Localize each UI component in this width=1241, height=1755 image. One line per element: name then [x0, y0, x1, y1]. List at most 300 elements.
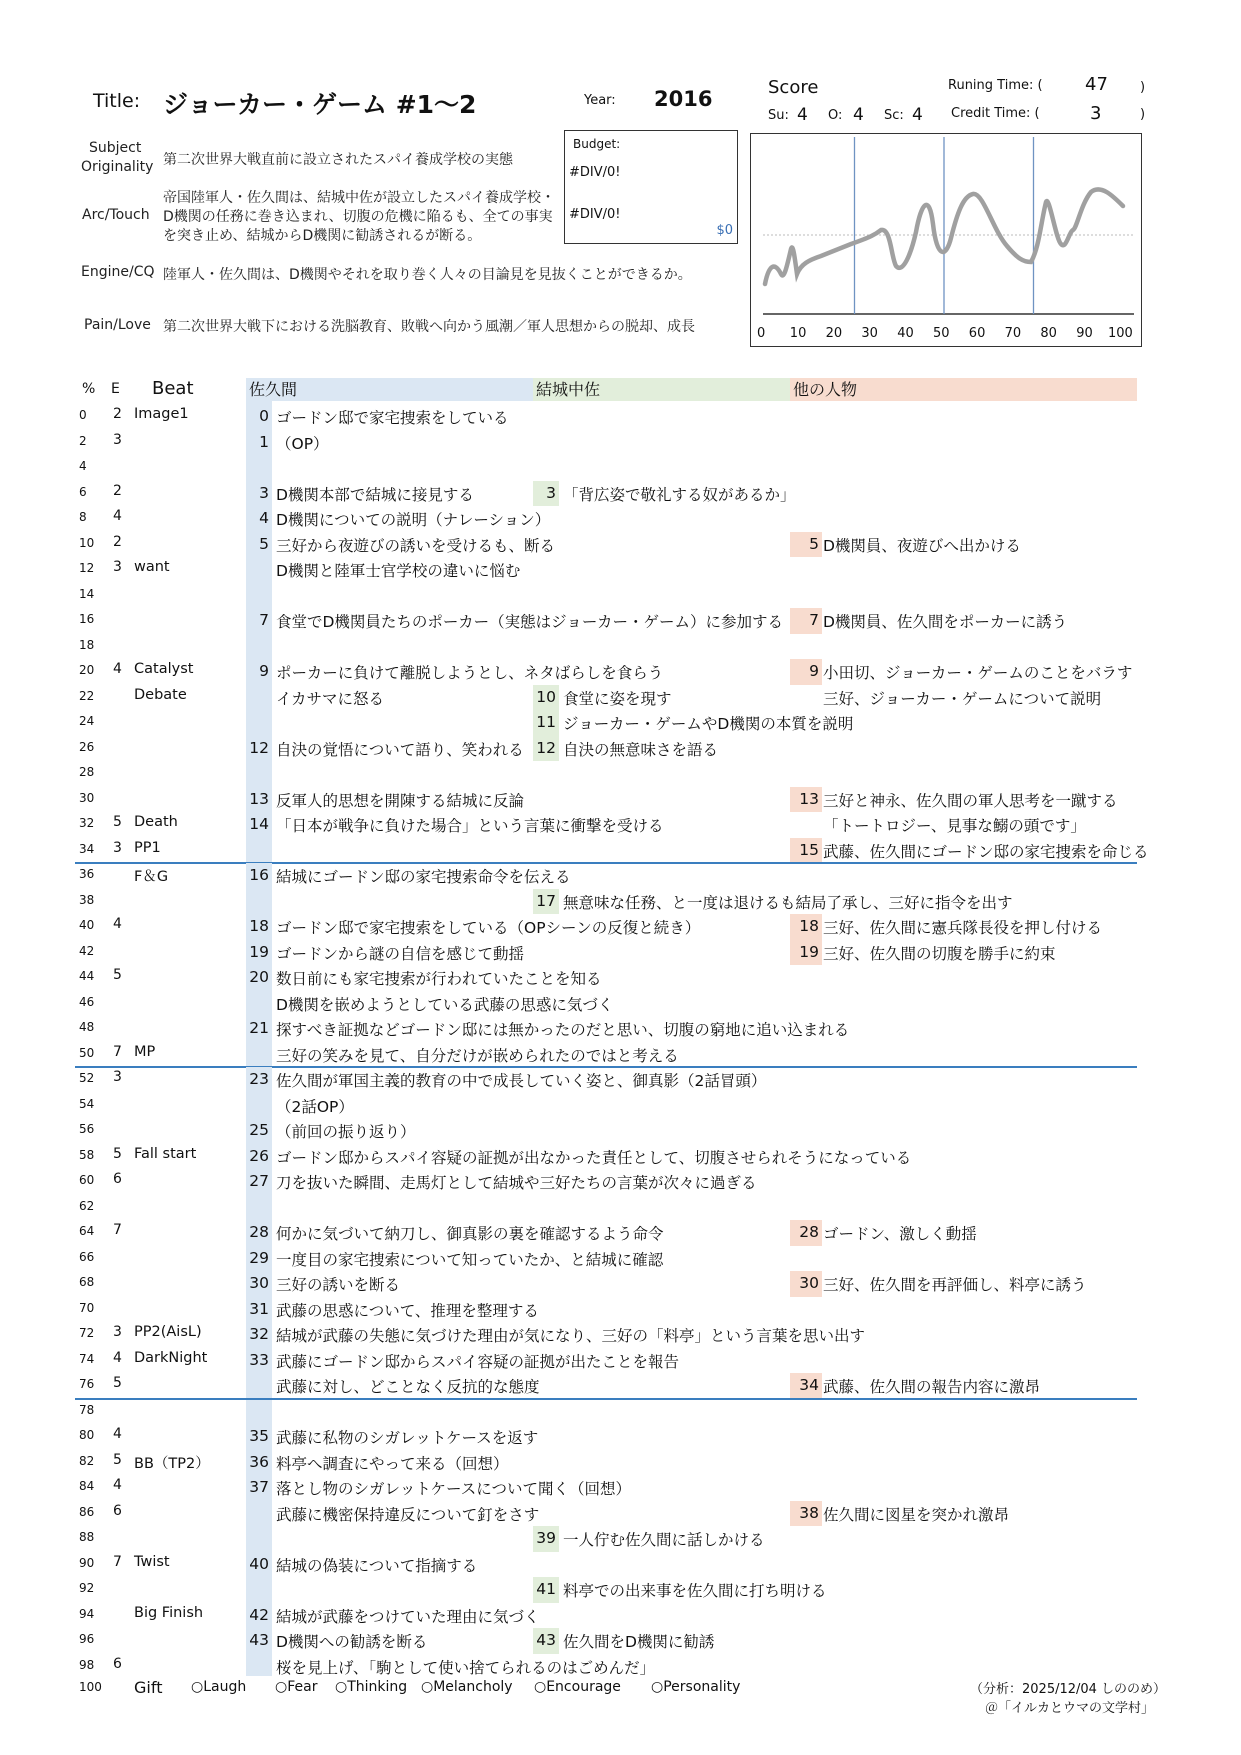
col-e: E: [111, 381, 120, 397]
year-label: Year:: [584, 93, 616, 108]
row-e-score: 3: [113, 559, 122, 575]
yuki-scene-text: 佐久間をD機関に勧誘: [563, 1633, 715, 1651]
credit-time-label: Credit Time: (: [951, 106, 1040, 121]
sakuma-scene-number: 9: [246, 659, 272, 685]
graph-tick-label: 60: [968, 326, 986, 341]
row-percent: 64: [79, 1224, 95, 1238]
sakuma-scene-text: 自決の覚悟について語り、笑われる: [276, 740, 524, 759]
sakuma-scene-number: 7: [246, 608, 272, 634]
others-scene-number: 30: [790, 1271, 822, 1297]
gift-option[interactable]: ○Encourage: [534, 1679, 621, 1695]
row-percent: 80: [79, 1428, 95, 1442]
row-beat-name: Debate: [134, 686, 187, 703]
row-percent: 96: [79, 1632, 95, 1646]
sc-value: 4: [912, 105, 923, 125]
sakuma-scene-text: 反軍人的思想を開陳する結城に反論: [276, 791, 525, 810]
sakuma-scene-number: 37: [246, 1475, 272, 1501]
row-percent: 0: [79, 408, 87, 422]
row-e-score: 4: [113, 916, 122, 932]
row-percent: 8: [79, 510, 87, 524]
table-row: [0, 736, 1241, 762]
sakuma-scene-text: 料亭へ調査にやって来る（回想）: [276, 1454, 509, 1473]
sakuma-scene-number: 13: [246, 787, 272, 813]
table-row: [0, 1195, 1241, 1221]
row-percent: 2: [79, 433, 87, 448]
budget-value-1: #DIV/0!: [569, 165, 621, 180]
table-row: [0, 481, 1241, 507]
others-scene-text: D機関員、佐久間をポーカーに誘う: [823, 613, 1068, 631]
sakuma-scene-number: 36: [246, 1450, 272, 1476]
row-beat-name: Image1: [134, 406, 189, 422]
page-title: ジョーカー・ゲーム #1～2: [163, 90, 477, 119]
row-percent: 6: [79, 484, 87, 499]
row-percent: 46: [79, 994, 95, 1009]
tension-graph: [750, 133, 1142, 347]
sakuma-scene-text: ゴードン邸で家宅捜索をしている（OPシーンの反復と続き）: [276, 919, 701, 937]
table-row: [0, 583, 1241, 609]
arc-text-1: 帝国陸軍人・佐久間は、結城中佐が設立したスパイ養成学校・: [163, 190, 555, 206]
table-row: [0, 1246, 1241, 1272]
sakuma-scene-number: 32: [246, 1322, 272, 1348]
row-beat-name: MP: [134, 1043, 156, 1060]
row-percent: 42: [79, 943, 95, 958]
row-percent: 72: [79, 1326, 95, 1340]
sakuma-scene-number: 31: [246, 1297, 272, 1323]
others-scene-text: 三好、ジョーカー・ゲームについて説明: [823, 689, 1102, 708]
table-row: [0, 1628, 1241, 1654]
sakuma-scene-text: （前回の振り返り）: [276, 1123, 416, 1141]
sakuma-scene-text: （2話OP）: [276, 1097, 354, 1116]
row-e-score: 4: [113, 508, 122, 524]
pain-label: Pain/Love: [84, 317, 151, 333]
table-row: [0, 1297, 1241, 1323]
sakuma-scene-number: 14: [246, 812, 272, 838]
sakuma-scene-text: D機関についての説明（ナレーション）: [276, 511, 551, 529]
row-e-score: 5: [113, 1451, 122, 1468]
table-row: [0, 787, 1241, 813]
row-percent: 26: [79, 739, 95, 754]
yuki-scene-number: 12: [533, 736, 559, 762]
yuki-scene-text: ジョーカー・ゲームやD機関の本質を説明: [563, 715, 854, 733]
row-percent: 14: [79, 586, 95, 601]
arc-text-2: D機関の任務に巻き込まれ、切腹の危機に陥るも、全ての事実: [163, 209, 553, 225]
graph-tick-label: 80: [1040, 326, 1057, 341]
originality-label: Originality: [81, 159, 154, 175]
others-scene-text: 小田切、ジョーカー・ゲームのことをバラす: [823, 664, 1133, 682]
credit-time-close: ): [1140, 107, 1146, 122]
credit-line-2: ＠「イルカとウマの文学村」: [985, 1701, 1155, 1716]
row-percent: 32: [79, 816, 95, 830]
sakuma-scene-text: 結城の偽装について指摘する: [276, 1556, 478, 1575]
row-percent: 24: [79, 714, 95, 728]
sakuma-scene-text: 武藤に機密保持違反について釘をさす: [276, 1505, 540, 1524]
sakuma-scene-number: 20: [246, 965, 272, 991]
yuki-scene-text: 無意味な任務、と一度は退けるも結局了承し、三好に指令を出す: [563, 893, 1013, 912]
yuki-scene-number: 39: [533, 1526, 559, 1552]
table-row: [0, 1526, 1241, 1552]
others-scene-text: 佐久間に図星を突かれ激昂: [823, 1505, 1010, 1524]
row-percent: 54: [79, 1096, 95, 1111]
others-scene-number: 38: [790, 1501, 822, 1527]
su-value: 4: [797, 105, 808, 125]
row-percent: 22: [79, 688, 95, 703]
table-row: [0, 430, 1241, 456]
sakuma-scene-text: 武藤に対し、どことなく反抗的な態度: [276, 1378, 540, 1396]
sakuma-scene-text: ゴードン邸で家宅捜索をしている: [276, 409, 509, 427]
row-percent: 30: [79, 790, 95, 805]
sakuma-scene-text: D機関本部で結城に接見する: [276, 485, 474, 504]
row-percent: 82: [79, 1453, 95, 1468]
sakuma-scene-text: 探すべき証拠などゴードン邸には無かったのだと思い、切腹の窮地に追い込まれる: [276, 1021, 850, 1039]
row-e-score: 4: [113, 661, 122, 677]
sakuma-scene-number: 0: [246, 404, 272, 430]
others-scene-number: 13: [790, 787, 822, 813]
credit-line-1: （分析：2025/12/04 しののめ）: [970, 1682, 1167, 1697]
tension-graph-svg: [751, 134, 1141, 346]
sakuma-scene-text: 刀を抜いた瞬間、走馬灯として結城や三好たちの言葉が次々に過ぎる: [276, 1174, 757, 1192]
su-label: Su:: [768, 108, 789, 123]
graph-tick-label: 20: [825, 326, 843, 341]
row-e-score: 4: [113, 1477, 122, 1493]
row-percent: 74: [79, 1351, 95, 1366]
title-label: Title:: [93, 90, 141, 112]
row-percent: 16: [79, 612, 95, 626]
sakuma-scene-text: 桜を見上げ、「駒として使い捨てられるのはごめんだ」: [276, 1658, 656, 1677]
footer-pct: 100: [79, 1680, 102, 1694]
yuki-scene-number: 41: [533, 1577, 559, 1603]
table-row: [0, 1067, 1241, 1093]
sakuma-scene-text: 武藤にゴードン邸からスパイ容疑の証拠が出たことを報告: [276, 1352, 680, 1371]
graph-tick-label: 40: [897, 326, 914, 341]
score-label: Score: [768, 77, 819, 98]
table-row: [0, 1348, 1241, 1374]
row-percent: 28: [79, 765, 95, 779]
others-scene-number: 9: [790, 659, 822, 685]
subject-label: Subject: [89, 140, 142, 156]
row-e-score: 4: [113, 1349, 122, 1366]
table-row: [0, 889, 1241, 915]
sakuma-scene-text: D機関を嵌めようとしている武藤の思惑に気づく: [276, 995, 614, 1014]
table-row: [0, 965, 1241, 991]
table-row: [0, 1016, 1241, 1042]
row-beat-name: DarkNight: [134, 1349, 208, 1366]
table-row: [0, 863, 1241, 889]
sakuma-scene-text: ゴードン邸からスパイ容疑の証拠が出なかった責任として、切腹させられそうになっている: [276, 1148, 912, 1167]
table-row: [0, 812, 1241, 838]
table-row: [0, 1603, 1241, 1629]
table-row: [0, 838, 1241, 864]
sakuma-scene-text: D機関と陸軍士官学校の違いに悩む: [276, 562, 521, 580]
engine-text: 陸軍人・佐久間は、D機関やそれを取り巻く人々の目論見を見抜くことができるか。: [163, 267, 692, 283]
gift-option[interactable]: ○Personality: [651, 1679, 741, 1695]
row-percent: 60: [79, 1173, 95, 1187]
col-sakuma: 佐久間: [246, 378, 533, 401]
table-row: [0, 1424, 1241, 1450]
graph-tick-label: 10: [789, 326, 807, 341]
graph-tick-label: 50: [933, 326, 950, 341]
others-scene-text: 三好、佐久間を再評価し、料亭に誘う: [823, 1276, 1087, 1294]
arc-label: Arc/Touch: [82, 207, 150, 223]
sakuma-scene-number: 33: [246, 1348, 272, 1374]
sc-label: Sc:: [884, 108, 904, 123]
sakuma-scene-text: ポーカーに負けて離脱しようとし、ネタばらしを食らう: [276, 664, 664, 682]
table-row: [0, 455, 1241, 481]
row-percent: 48: [79, 1020, 95, 1034]
row-percent: 78: [79, 1402, 95, 1417]
table-row: [0, 1577, 1241, 1603]
row-e-score: 6: [113, 1655, 122, 1672]
others-scene-text: 「トートロジー、見事な鰯の頭です」: [823, 817, 1086, 835]
others-scene-text: ゴードン、激しく動揺: [823, 1225, 977, 1243]
sakuma-scene-number: 42: [246, 1603, 272, 1629]
budget-label: Budget:: [573, 137, 621, 151]
yuki-scene-number: 3: [533, 481, 559, 507]
sakuma-scene-number: 21: [246, 1016, 272, 1042]
row-percent: 84: [79, 1479, 95, 1493]
sakuma-scene-text: 結城が武藤をつけていた理由に気づく: [276, 1607, 540, 1626]
sakuma-scene-text: 武藤の思惑について、推理を整理する: [276, 1301, 539, 1320]
sakuma-scene-number: 23: [246, 1067, 272, 1093]
sakuma-scene-text: 三好の誘いを断る: [276, 1276, 401, 1294]
graph-tick-label: 0: [757, 326, 766, 341]
yuki-scene-text: 食堂に姿を現す: [563, 689, 672, 708]
yuki-scene-text: 料亭での出来事を佐久間に打ち明ける: [563, 1582, 827, 1600]
row-percent: 58: [79, 1147, 95, 1162]
sakuma-scene-number: 1: [246, 430, 272, 456]
table-row: [0, 1399, 1241, 1425]
table-row: [0, 557, 1241, 583]
engine-label: Engine/CQ: [81, 264, 155, 280]
o-label: O:: [828, 108, 843, 123]
sakuma-scene-text: 何かに気づいて納刀し、御真影の裏を確認するよう命令: [276, 1225, 664, 1243]
row-e-score: 3: [113, 839, 122, 856]
row-e-score: 5: [113, 814, 122, 830]
table-row: [0, 608, 1241, 634]
others-scene-number: 5: [790, 532, 822, 558]
gift-option[interactable]: ○Fear: [275, 1679, 318, 1695]
sakuma-scene-number: 27: [246, 1169, 272, 1195]
row-e-score: 3: [113, 431, 122, 448]
row-beat-name: Twist: [134, 1553, 170, 1570]
sakuma-scene-text: 佐久間が軍国主義的教育の中で成長していく姿と、御真影（2話冒頭）: [276, 1072, 767, 1090]
table-row: [0, 1144, 1241, 1170]
table-row: [0, 506, 1241, 532]
row-e-score: 2: [113, 406, 122, 422]
table-row: [0, 404, 1241, 430]
table-row: [0, 1220, 1241, 1246]
budget-amount: $0: [716, 223, 733, 238]
running-time-label: Runing Time: (: [948, 78, 1043, 93]
gift-label: Gift: [134, 1678, 163, 1697]
others-scene-text: D機関員、夜遊びへ出かける: [823, 536, 1021, 555]
yuki-scene-number: 11: [533, 710, 559, 736]
row-e-score: 2: [113, 533, 122, 550]
row-beat-name: Death: [134, 814, 178, 830]
gift-option[interactable]: ○Thinking: [335, 1679, 408, 1695]
others-scene-number: 19: [790, 940, 822, 966]
others-scene-number: 7: [790, 608, 822, 634]
row-beat-name: Fall start: [134, 1145, 197, 1162]
row-percent: 76: [79, 1377, 95, 1391]
col-beat: Beat: [152, 378, 194, 399]
table-row: [0, 1169, 1241, 1195]
graph-tick-label: 90: [1076, 326, 1093, 341]
row-e-score: 5: [113, 967, 122, 983]
o-value: 4: [853, 105, 864, 125]
table-row: [0, 1271, 1241, 1297]
row-e-score: 3: [113, 1069, 122, 1085]
yuki-scene-number: 17: [533, 889, 559, 915]
row-percent: 90: [79, 1555, 95, 1570]
row-e-score: 7: [113, 1553, 122, 1570]
row-e-score: 2: [113, 482, 122, 499]
others-scene-text: 三好、佐久間に憲兵隊長役を押し付ける: [823, 919, 1103, 937]
table-row: [0, 1373, 1241, 1399]
year-value: 2016: [654, 87, 713, 111]
table-row: [0, 1450, 1241, 1476]
table-row: [0, 1654, 1241, 1680]
sakuma-scene-text: ゴードンから謎の自信を感じて動揺: [276, 944, 525, 963]
yuki-scene-text: 一人佇む佐久間に話しかける: [563, 1531, 765, 1549]
sakuma-scene-text: 一度目の家宅捜索について知っていたか、と結城に確認: [276, 1250, 664, 1269]
table-row: [0, 1118, 1241, 1144]
others-scene-text: 武藤、佐久間にゴードン邸の家宅捜索を命じる: [823, 842, 1149, 861]
row-percent: 12: [79, 561, 95, 575]
row-percent: 34: [79, 841, 95, 856]
sakuma-scene-number: 40: [246, 1552, 272, 1578]
row-percent: 70: [79, 1300, 95, 1315]
yuki-scene-text: 「背広姿で敬礼する奴があるか」: [563, 485, 796, 504]
row-percent: 38: [79, 892, 95, 907]
sakuma-scene-text: D機関への勧誘を断る: [276, 1633, 428, 1651]
sakuma-scene-text: 落とし物のシガレットケースについて聞く（回想）: [276, 1480, 631, 1498]
sakuma-scene-text: 結城にゴードン邸の家宅捜索命令を伝える: [276, 868, 571, 886]
sakuma-scene-text: 三好の笑みを見て、自分だけが嵌められたのではと考える: [276, 1046, 679, 1065]
subject-text: 第二次世界大戦直前に設立されたスパイ養成学校の実態: [163, 152, 513, 168]
yuki-scene-number: 10: [533, 685, 559, 711]
row-percent: 52: [79, 1071, 95, 1085]
row-e-score: 6: [113, 1502, 122, 1519]
others-scene-number: 34: [790, 1373, 822, 1399]
sakuma-scene-number: 3: [246, 481, 272, 507]
sakuma-scene-number: 35: [246, 1424, 272, 1450]
gift-option[interactable]: ○Laugh: [191, 1679, 247, 1695]
sakuma-scene-number: 29: [246, 1246, 272, 1272]
table-row: [0, 761, 1241, 787]
table-row: [0, 1042, 1241, 1068]
row-beat-name: Catalyst: [134, 661, 194, 677]
row-percent: 94: [79, 1606, 95, 1621]
row-percent: 62: [79, 1198, 95, 1213]
table-row: [0, 914, 1241, 940]
row-percent: 40: [79, 918, 95, 932]
sakuma-scene-number: 25: [246, 1118, 272, 1144]
row-percent: 44: [79, 969, 95, 983]
table-row: [0, 1552, 1241, 1578]
table-row: [0, 940, 1241, 966]
row-percent: 18: [79, 637, 95, 652]
others-scene-number: 28: [790, 1220, 822, 1246]
table-row: [0, 710, 1241, 736]
row-e-score: 4: [113, 1426, 122, 1442]
sakuma-scene-text: 数日前にも家宅捜索が行われていたことを知る: [276, 970, 602, 988]
table-row: [0, 1501, 1241, 1527]
table-row: [0, 1322, 1241, 1348]
budget-box: [564, 130, 738, 244]
table-row: [0, 1093, 1241, 1119]
yuki-scene-text: 自決の無意味さを語る: [563, 740, 719, 759]
sakuma-scene-number: 18: [246, 914, 272, 940]
row-e-score: 7: [113, 1043, 122, 1060]
credit-time-value: 3: [1090, 103, 1102, 124]
row-percent: 92: [79, 1581, 95, 1595]
col-pct: %: [82, 381, 96, 397]
table-row: [0, 685, 1241, 711]
sakuma-scene-text: 武藤に私物のシガレットケースを返す: [276, 1429, 539, 1447]
row-e-score: 3: [113, 1324, 122, 1340]
row-e-score: 5: [113, 1145, 122, 1162]
table-row: [0, 991, 1241, 1017]
graph-tick-label: 70: [1004, 326, 1022, 341]
table-row: [0, 659, 1241, 685]
row-percent: 68: [79, 1275, 95, 1289]
row-e-score: 7: [113, 1222, 122, 1238]
col-yuki: 結城中佐: [533, 378, 790, 401]
row-beat-name: PP2(AisL): [134, 1324, 202, 1340]
row-percent: 86: [79, 1504, 95, 1519]
budget-value-2: #DIV/0!: [569, 207, 621, 222]
sakuma-scene-number: 28: [246, 1220, 272, 1246]
row-percent: 66: [79, 1249, 95, 1264]
row-beat-name: Big Finish: [134, 1604, 204, 1621]
running-time-close: ): [1140, 80, 1146, 95]
running-time-value: 47: [1085, 74, 1108, 95]
graph-tick-label: 30: [861, 326, 878, 341]
sakuma-scene-text: 三好から夜遊びの誘いを受けるも、断る: [276, 536, 556, 555]
sakuma-scene-number: 43: [246, 1628, 272, 1654]
graph-tick-label: 100: [1108, 326, 1133, 341]
sakuma-scene-number: 30: [246, 1271, 272, 1297]
sakuma-scene-text: 結城が武藤の失態に気づけた理由が気になり、三好の「料亭」という言葉を思い出す: [276, 1327, 866, 1345]
sakuma-scene-text: （OP）: [276, 434, 329, 453]
row-e-score: 5: [113, 1375, 122, 1391]
row-percent: 98: [79, 1657, 95, 1672]
sakuma-scene-number: 4: [246, 506, 272, 532]
sakuma-scene-text: 食堂でD機関員たちのポーカー（実態はジョーカー・ゲーム）に参加する: [276, 613, 784, 631]
row-beat-name: PP1: [134, 839, 161, 856]
others-scene-number: 15: [790, 838, 822, 864]
arc-text-3: を突き止め、結城からD機関に勧誘されるが断る。: [163, 228, 482, 244]
row-beat-name: want: [134, 559, 170, 575]
others-scene-text: 武藤、佐久間の報告内容に激昂: [823, 1378, 1041, 1396]
row-beat-name: BB（TP2）: [134, 1455, 210, 1472]
gift-option[interactable]: ○Melancholy: [421, 1679, 513, 1695]
pain-text: 第二次世界大戦下における洗脳教育、敗戦へ向かう風潮／軍人思想からの脱却、成長: [163, 319, 695, 335]
sakuma-scene-number: 19: [246, 940, 272, 966]
col-others: 他の人物: [790, 378, 1137, 401]
table-row: [0, 532, 1241, 558]
others-scene-number: 18: [790, 914, 822, 940]
sakuma-scene-text: イカサマに怒る: [276, 689, 385, 708]
yuki-scene-number: 43: [533, 1628, 559, 1654]
row-percent: 36: [79, 867, 95, 881]
row-percent: 10: [79, 535, 95, 550]
sakuma-scene-number: 5: [246, 532, 272, 558]
row-percent: 4: [79, 459, 87, 473]
sakuma-scene-number: 12: [246, 736, 272, 762]
others-scene-text: 三好と神永、佐久間の軍人思考を一蹴する: [823, 791, 1118, 810]
others-scene-text: 三好、佐久間の切腹を勝手に約束: [823, 944, 1056, 963]
